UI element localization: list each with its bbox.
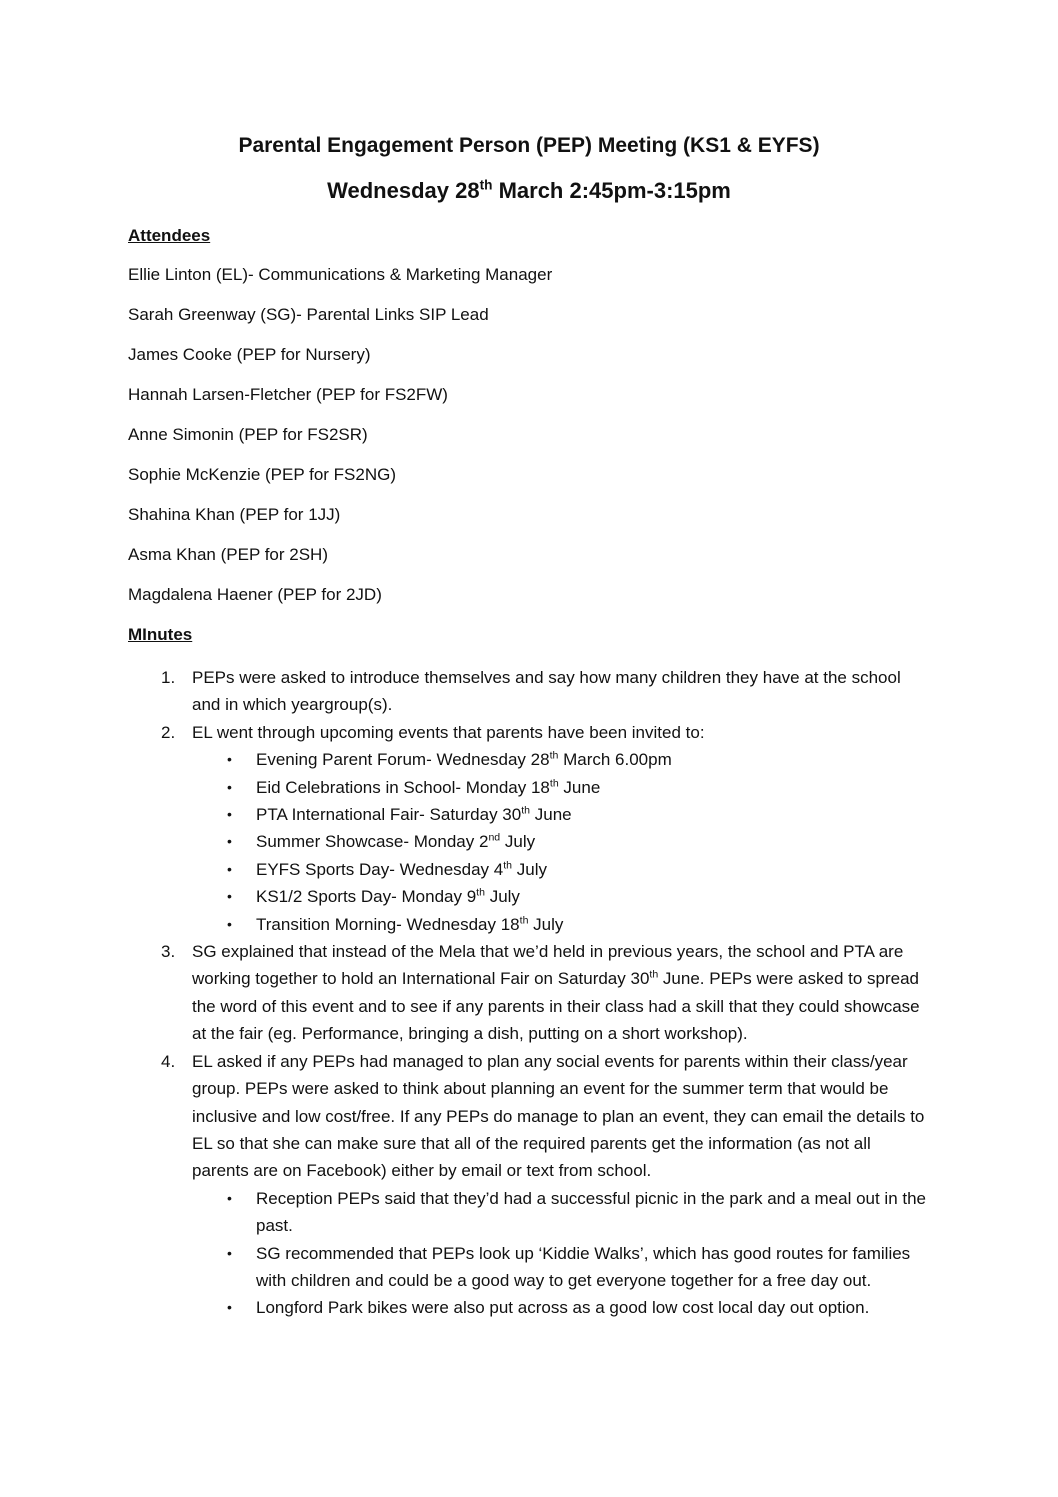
- item-text: PEPs were asked to introduce themselves and say how many children they have at the school and in which yeargroup(s).: [192, 668, 901, 715]
- event-text: Transition Morning- Wednesday 18: [256, 914, 520, 934]
- item-number: 3.: [161, 942, 176, 962]
- meeting-date-sup: th: [479, 177, 493, 193]
- event-text-end: June: [530, 805, 572, 825]
- item-text-sup: th: [649, 968, 659, 981]
- attendee: James Cooke (PEP for Nursery): [128, 345, 371, 364]
- event-text-end: July: [484, 887, 520, 907]
- bullet-icon: •: [227, 860, 232, 877]
- bullet-icon: •: [227, 833, 232, 850]
- event-item: [192, 746, 928, 773]
- events-list: [192, 746, 928, 938]
- event-item: [192, 828, 928, 855]
- event-text: EYFS Sports Day- Wednesday 4: [256, 859, 504, 879]
- event-item: [192, 856, 928, 883]
- attendee: Hannah Larsen-Fletcher (PEP for FS2FW): [128, 385, 448, 404]
- item-number: 4.: [161, 1051, 176, 1071]
- suggestions-list: [192, 1185, 928, 1322]
- minutes-item: [128, 938, 928, 1048]
- item-text-end: June. PEPs were asked to spread the word of this event and to see if any parents in their class had a skill that they could showcase at the fair (eg. Performance, bringing a dish, putting on a short workshop).: [192, 969, 920, 1044]
- event-item: [192, 911, 928, 938]
- attendee: Anne Simonin (PEP for FS2SR): [128, 425, 368, 444]
- minutes-heading: MInutes: [128, 625, 193, 644]
- item-number: 1.: [161, 668, 176, 687]
- event-sup: th: [476, 886, 485, 899]
- attendee: Asma Khan (PEP for 2SH): [128, 545, 328, 564]
- suggestion-text: SG recommended that PEPs look up ‘Kiddie Walks’, which has good routes for families with children and could be a good way to get everyone together for a free day out.: [256, 1243, 911, 1290]
- event-sup: th: [519, 914, 529, 926]
- suggestion-text: Reception PEPs said that they’d had a successful picnic in the park and a meal out in the past.: [256, 1188, 927, 1236]
- event-text: KS1/2 Sports Day- Monday 9: [256, 887, 477, 907]
- event-item: [192, 801, 928, 828]
- bullet-icon: •: [227, 778, 232, 795]
- attendees-list: [128, 265, 552, 625]
- event-text: Summer Showcase- Monday 2: [256, 832, 489, 852]
- suggestion-item: [192, 1240, 928, 1295]
- attendee: Magdalena Haener (PEP for 2JD): [128, 585, 382, 604]
- event-text: Eid Celebrations in School- Monday 18: [256, 777, 550, 797]
- event-text-end: July: [512, 859, 548, 879]
- event-text-end: June: [558, 777, 601, 797]
- suggestion-item: [192, 1185, 928, 1240]
- minutes-item: [128, 719, 928, 938]
- document-title: Parental Engagement Person (PEP) Meeting (KS1 & EYFS): [238, 134, 820, 157]
- bullet-icon: •: [227, 1189, 232, 1206]
- meeting-date-pre: Wednesday 28: [327, 178, 480, 203]
- event-item: [192, 883, 928, 910]
- bullet-icon: •: [227, 806, 232, 823]
- minutes-item: [128, 1048, 928, 1322]
- item-number: 2.: [161, 722, 176, 742]
- event-sup: th: [521, 804, 531, 817]
- event-sup: th: [503, 859, 513, 872]
- event-text-end: July: [500, 832, 536, 852]
- meeting-date-post: March 2:45pm-3:15pm: [492, 178, 731, 203]
- minutes-list: [128, 664, 928, 1322]
- item-text: SG explained that instead of the Mela that we’d held in previous years, the school and PTA are working together to hold an International Fair on Saturday 30: [192, 942, 904, 989]
- event-sup: nd: [488, 831, 501, 844]
- bullet-icon: •: [227, 888, 232, 905]
- event-text: Evening Parent Forum- Wednesday 28: [256, 750, 550, 770]
- meeting-date: [0, 178, 1058, 204]
- event-sup: th: [549, 776, 559, 789]
- bullet-icon: •: [227, 915, 232, 932]
- item-text: EL went through upcoming events that parents have been invited to:: [192, 722, 705, 742]
- suggestion-item: [192, 1294, 928, 1321]
- event-text-end: March 6.00pm: [558, 750, 672, 770]
- event-sup: th: [549, 749, 559, 762]
- suggestion-text: Longford Park bikes were also put across as a good low cost local day out option.: [256, 1298, 870, 1318]
- attendees-heading: Attendees: [128, 226, 211, 245]
- attendee: Ellie Linton (EL)- Communications & Marketing Manager: [128, 265, 553, 284]
- event-text: PTA International Fair- Saturday 30: [256, 805, 522, 825]
- attendee: Sophie McKenzie (PEP for FS2NG): [128, 465, 397, 484]
- minutes-item: [128, 664, 928, 719]
- item-text: EL asked if any PEPs had managed to plan any social events for parents within their class/year group. PEPs were asked to think about planning an event for the summer term that would be inclusive and low cost/free. If any PEPs do manage to plan an event, they can email the details to EL so that she can make sure that all of the required parents get the information (as not all parents are on Facebook) either by email or text from school.: [192, 1051, 925, 1181]
- bullet-icon: •: [227, 1244, 232, 1261]
- bullet-icon: •: [227, 751, 232, 768]
- bullet-icon: •: [227, 1299, 232, 1316]
- attendee: Sarah Greenway (SG)- Parental Links SIP Lead: [128, 305, 489, 324]
- event-item: [192, 774, 928, 801]
- event-text-end: July: [528, 914, 564, 934]
- attendee: Shahina Khan (PEP for 1JJ): [128, 505, 341, 524]
